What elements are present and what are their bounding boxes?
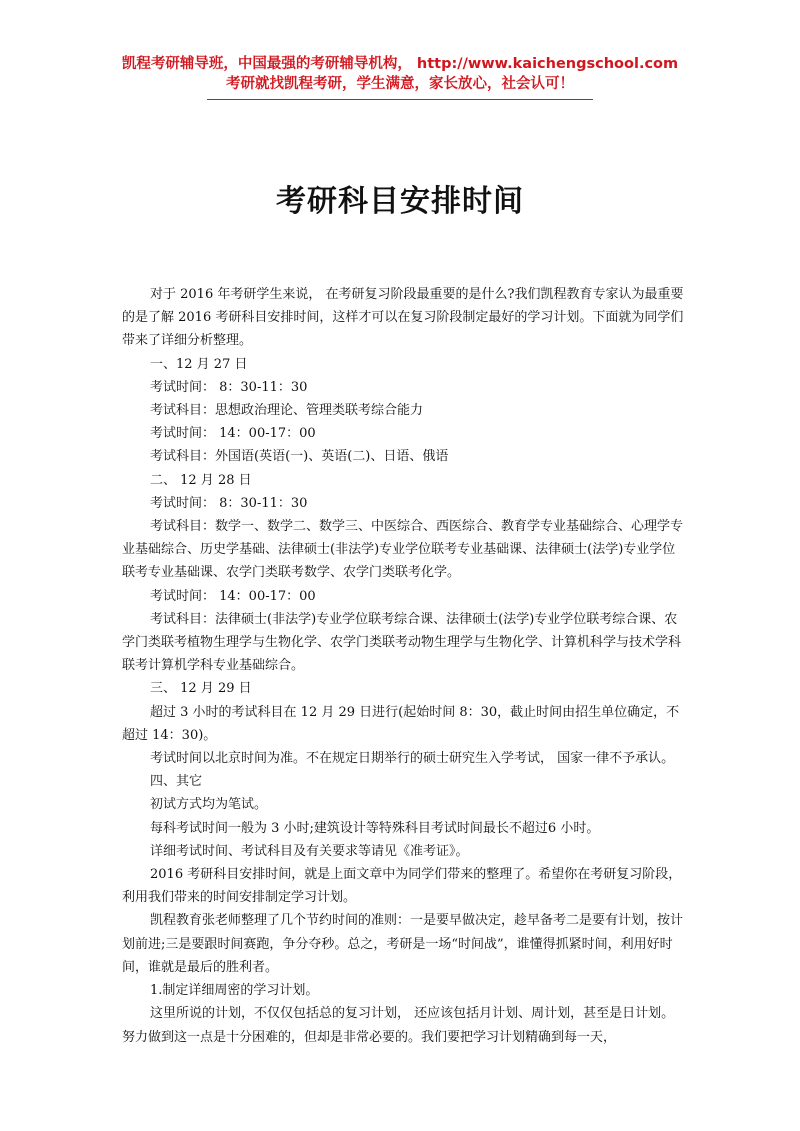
header-slogan-line-1: 凯程考研辅导班，中国最强的考研辅导机构， http://www.kaichengschool.com bbox=[121, 56, 679, 72]
exam-time-line: 考试时间： 8：30-11：30 bbox=[150, 379, 308, 395]
article-body bbox=[122, 283, 684, 1049]
section-heading-2: 二、 12 月 28 日 bbox=[150, 472, 252, 488]
header-slogan-line-2: 考研就找凯程考研，学生满意，家长放心，社会认可！ bbox=[226, 76, 574, 92]
note-line: 每科考试时间一般为 3 小时;建筑设计等特殊科目考试时间最长不超过6 小时。 bbox=[150, 820, 600, 836]
note-line: 详细考试时间、考试科目及有关要求等请见《准考证》。 bbox=[150, 843, 469, 859]
section-paragraph: 超过 3 小时的考试科目在 12 月 29 日进行(起始时间 8：30，截止时间由招生单位确定，不超过 14：30)。 bbox=[122, 704, 680, 743]
tips-paragraph: 凯程教育张老师整理了几个节约时间的准则：一是要早做决定，趁早备考二是要有计划，按计划前进;三是要跟时间赛跑，争分夺秒。总之，考研是一场“时间战”，谁懂得抓紧时间，利用好时间，谁就是最后的胜利者。 bbox=[122, 913, 684, 975]
exam-time-line: 考试时间： 8：30-11：30 bbox=[150, 495, 308, 511]
page-title: 考研科目安排时间 bbox=[276, 184, 524, 219]
exam-subject-line: 考试科目：思想政治理论、管理类联考综合能力 bbox=[150, 403, 424, 419]
header-divider bbox=[207, 99, 593, 100]
exam-subject-paragraph: 考试科目：数学一、数学二、数学三、中医综合、西医综合、教育学专业基础综合、心理学专业基础综合、历史学基础、法律硕士(非法学)专业学位联考专业基础课、法律硕士(法学)专业学位联考专业基础课、农学门类联考数学、农学门类联考化学。 bbox=[122, 519, 684, 581]
exam-subject-paragraph: 考试科目：法律硕士(非法学)专业学位联考综合课、法律硕士(法学)专业学位联考综合课、农学门类联考植物生理学与生物化学、农学门类联考动物生理学与生物化学、计算机科学与技术学科联考计算机学科专业基础综合。 bbox=[122, 611, 682, 674]
summary-paragraph: 2016 考研科目安排时间，就是上面文章中为同学们带来的整理了。希望你在考研复习阶段，利用我们带来的时间安排制定学习计划。 bbox=[122, 867, 682, 906]
intro-paragraph: 对于 2016 年考研学生来说， 在考研复习阶段最重要的是什么?我们凯程教育专家认为最重要的是了解 2016 考研科目安排时间，这样才可以在复习阶段制定最好的学习计划。下面就为同学们带来了详细分析整理。 bbox=[122, 287, 684, 349]
exam-time-line: 考试时间： 14：00-17：00 bbox=[150, 588, 316, 604]
section-heading-4: 四、其它 bbox=[150, 774, 203, 790]
section-heading-1: 一、12 月 27 日 bbox=[150, 356, 248, 372]
tip-heading: 1.制定详细周密的学习计划。 bbox=[150, 983, 319, 999]
exam-subject-line: 考试科目：外国语(英语(一)、英语(二)、日语、俄语 bbox=[150, 449, 449, 465]
tip-paragraph: 这里所说的计划，不仅仅包括总的复习计划， 还应该包括月计划、周计划，甚至是日计划。努力做到这一点是十分困难的，但却是非常必要的。我们要把学习计划精确到每一天， bbox=[122, 1006, 675, 1045]
section-heading-3: 三、 12 月 29 日 bbox=[150, 681, 252, 697]
section-paragraph: 考试时间以北京时间为准。不在规定日期举行的硕士研究生入学考试， 国家一律不予承认。 bbox=[150, 751, 675, 767]
note-line: 初试方式均为笔试。 bbox=[150, 797, 268, 813]
exam-time-line: 考试时间： 14：00-17：00 bbox=[150, 426, 316, 442]
